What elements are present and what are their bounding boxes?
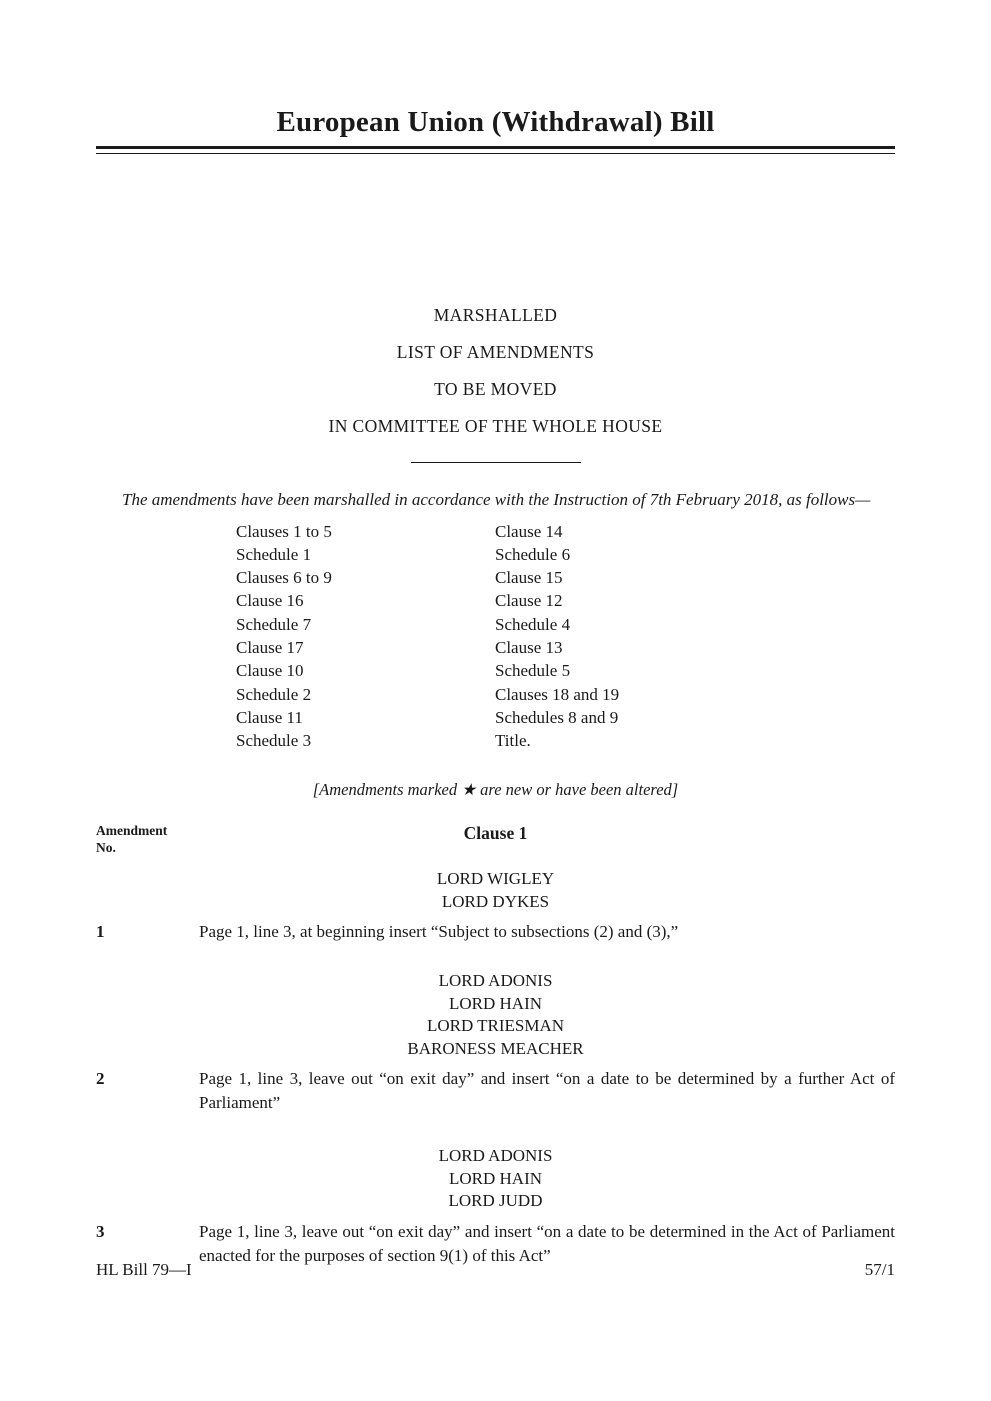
bill-reference: HL Bill 79—I [96,1260,192,1279]
order-item: Schedule 7 [236,614,312,634]
marshalled-heading [96,304,895,438]
session-number: 57/1 [864,1260,895,1279]
order-item: Clause 14 [495,521,563,541]
heading-line: MARSHALLED [433,305,558,325]
sponsor-name: LORD TRIESMAN [426,1016,565,1036]
heading-line: IN COMMITTEE OF THE WHOLE HOUSE [328,416,663,436]
heading-line: LIST OF AMENDMENTS [396,342,595,362]
amendment-3-sponsors [96,1145,895,1213]
sponsor-name: BARONESS MEACHER [407,1038,584,1058]
section-divider-rule [411,462,581,463]
amendment-label-line2: No. [96,839,116,855]
order-item: Clauses 1 to 5 [236,521,332,541]
amendment-1 [96,920,895,944]
amendment-number: 3 [96,1221,105,1241]
order-item: Clause 15 [495,568,563,588]
amendment-text: Page 1, line 3, leave out “on exit day” and insert “on a date to be determined by a further Act of Parliament” [199,1069,895,1113]
amendment-2-sponsors [96,970,895,1060]
sponsor-name: LORD HAIN [448,1168,543,1188]
order-column-right [495,520,895,753]
sponsor-name: LORD JUDD [448,1191,543,1211]
order-item: Title. [495,731,531,751]
order-item: Schedule 1 [236,544,312,564]
sponsor-name: LORD WIGLEY [436,869,555,889]
order-item: Clause 12 [495,591,563,611]
amendment-no-column-label [96,823,167,856]
order-item: Schedules 8 and 9 [495,707,619,727]
order-item: Schedule 2 [236,684,312,704]
sponsor-name: LORD HAIN [448,993,543,1013]
order-item: Clause 13 [495,637,563,657]
sponsor-name: LORD ADONIS [438,1146,553,1166]
heading-line: TO BE MOVED [434,379,557,399]
order-item: Clause 11 [236,707,303,727]
amendment-2 [96,1067,895,1115]
order-item: Clauses 18 and 19 [495,684,620,704]
clause-1-header [96,822,895,860]
order-item: Schedule 5 [495,661,571,681]
amendment-1-sponsors [96,868,895,913]
star-legend-note: [Amendments marked ★ are new or have been altered] [312,780,679,800]
marshalling-intro: The amendments have been marshalled in accordance with the Instruction of 7th February 2018, as follows— [122,490,871,509]
order-column-left [236,520,495,753]
order-item: Clause 17 [236,637,304,657]
order-item: Clause 16 [236,591,304,611]
amendment-text: Page 1, line 3, leave out “on exit day” and insert “on a date to be determined in the Act of Parliament enacted for the purposes of section 9(1) of this Act” [199,1221,895,1265]
order-item: Schedule 6 [495,544,571,564]
order-item: Schedule 3 [236,731,312,751]
amendment-number: 2 [96,1069,105,1089]
order-item: Schedule 4 [495,614,571,634]
amendment-label-line1: Amendment [96,823,168,839]
amendment-number: 1 [96,922,105,942]
order-item: Clauses 6 to 9 [236,568,332,588]
title-rule [96,146,895,154]
clause-heading: Clause 1 [463,823,528,844]
amendment-text: Page 1, line 3, at beginning insert “Subject to subsections (2) and (3),” [199,922,679,942]
page-footer [96,1260,895,1280]
order-item: Clause 10 [236,661,304,681]
sponsor-name: LORD ADONIS [438,971,553,991]
bill-title: European Union (Withdrawal) Bill [276,106,715,138]
marshalling-order-list [96,520,895,753]
sponsor-name: LORD DYKES [441,891,550,911]
